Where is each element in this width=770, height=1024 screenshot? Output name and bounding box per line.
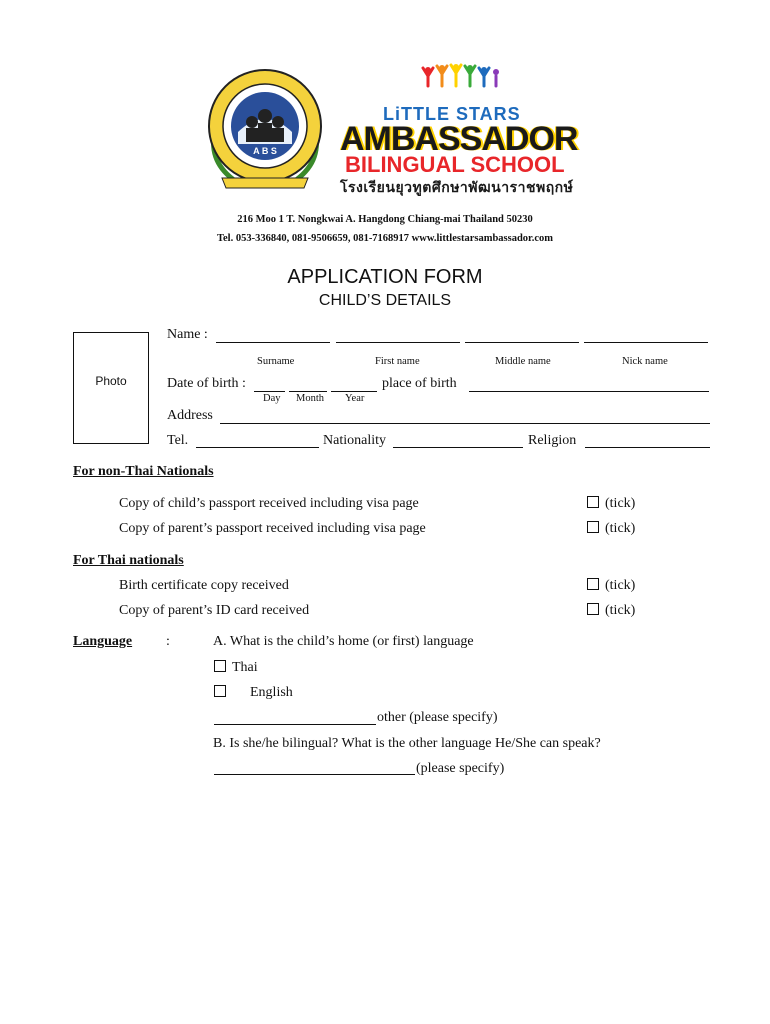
- school-address: 216 Moo 1 T. Nongkwai A. Hangdong Chiang-mai Thailand 50230: [237, 214, 533, 225]
- checkbox-icon[interactable]: [587, 496, 599, 508]
- dob-month-sublabel: Month: [296, 393, 325, 404]
- tick-label: (tick): [605, 578, 636, 593]
- photo-label: Photo: [95, 374, 127, 388]
- tel-label: Tel.: [167, 433, 189, 448]
- thai-tick[interactable]: [587, 603, 635, 619]
- language-option-english[interactable]: [214, 685, 293, 701]
- first-name-sublabel: First name: [375, 356, 420, 367]
- option-label: Thai: [232, 660, 258, 675]
- non-thai-tick[interactable]: [587, 521, 635, 537]
- thai-heading: For Thai nationals: [73, 553, 184, 568]
- second-language-label: (please specify): [416, 761, 505, 776]
- other-language-field[interactable]: [214, 724, 376, 725]
- tick-label: (tick): [605, 603, 636, 618]
- brand-sub-text: BILINGUAL SCHOOL: [345, 152, 565, 177]
- place-of-birth-label: place of birth: [382, 376, 457, 391]
- brand-thai-text: โรงเรียนยุวทูตศึกษาพัฒนาราชพฤกษ์: [340, 179, 574, 195]
- non-thai-item: Copy of child’s passport received including visa page: [119, 496, 419, 511]
- middle-name-field[interactable]: [465, 342, 579, 343]
- school-contact: Tel. 053-336840, 081-9506659, 081-7168917 www.littlestarsambassador.com: [216, 233, 554, 244]
- school-seal-logo: [200, 66, 330, 190]
- seal-abbr: A B S: [253, 146, 277, 156]
- tick-label: (tick): [605, 521, 636, 536]
- form-title: APPLICATION FORM: [287, 266, 483, 288]
- dob-year-sublabel: Year: [345, 393, 365, 404]
- checkbox-icon[interactable]: [214, 685, 226, 697]
- dob-label: Date of birth :: [167, 376, 246, 391]
- dob-day-sublabel: Day: [263, 393, 281, 404]
- checkbox-icon[interactable]: [587, 603, 599, 615]
- middle-name-sublabel: Middle name: [495, 356, 551, 367]
- nationality-field[interactable]: [393, 447, 523, 448]
- language-colon: :: [166, 634, 170, 649]
- checkbox-icon[interactable]: [587, 521, 599, 533]
- first-name-field[interactable]: [336, 342, 460, 343]
- surname-sublabel: Surname: [257, 356, 295, 367]
- brand-main-text: AMBASSADOR: [340, 120, 578, 158]
- language-question-b: B. Is she/he bilingual? What is the other language He/She can speak?: [213, 736, 601, 751]
- checkbox-icon[interactable]: [214, 660, 226, 672]
- nick-name-field[interactable]: [584, 342, 708, 343]
- nick-name-sublabel: Nick name: [622, 356, 668, 367]
- people-figures-logo: [420, 62, 500, 96]
- language-question-a: A. What is the child’s home (or first) language: [213, 634, 474, 649]
- name-label: Name :: [167, 327, 208, 342]
- religion-label: Religion: [528, 433, 577, 448]
- form-subtitle: CHILD’S DETAILS: [318, 292, 452, 309]
- thai-tick[interactable]: [587, 578, 635, 594]
- dob-day-field[interactable]: [254, 391, 285, 392]
- surname-field[interactable]: [216, 342, 330, 343]
- dob-year-field[interactable]: [331, 391, 377, 392]
- non-thai-tick[interactable]: [587, 496, 635, 512]
- other-language-label: other (please specify): [377, 710, 498, 725]
- religion-field[interactable]: [585, 447, 710, 448]
- non-thai-heading: For non-Thai Nationals: [73, 464, 214, 479]
- language-option-thai[interactable]: [214, 660, 258, 676]
- non-thai-item: Copy of parent’s passport received including visa page: [119, 521, 426, 536]
- brand-top-text: LiTTLE STARS: [383, 104, 521, 124]
- option-label: English: [250, 685, 293, 700]
- address-field[interactable]: [220, 423, 710, 424]
- tick-label: (tick): [605, 496, 636, 511]
- thai-item: Birth certificate copy received: [119, 578, 289, 593]
- dob-month-field[interactable]: [289, 391, 327, 392]
- thai-item: Copy of parent’s ID card received: [119, 603, 310, 618]
- checkbox-icon[interactable]: [587, 578, 599, 590]
- place-of-birth-field[interactable]: [469, 391, 709, 392]
- photo-box[interactable]: [73, 332, 149, 444]
- address-label: Address: [167, 408, 213, 423]
- tel-field[interactable]: [196, 447, 319, 448]
- second-language-field[interactable]: [214, 774, 415, 775]
- language-heading: Language: [73, 634, 133, 649]
- nationality-label: Nationality: [323, 433, 386, 448]
